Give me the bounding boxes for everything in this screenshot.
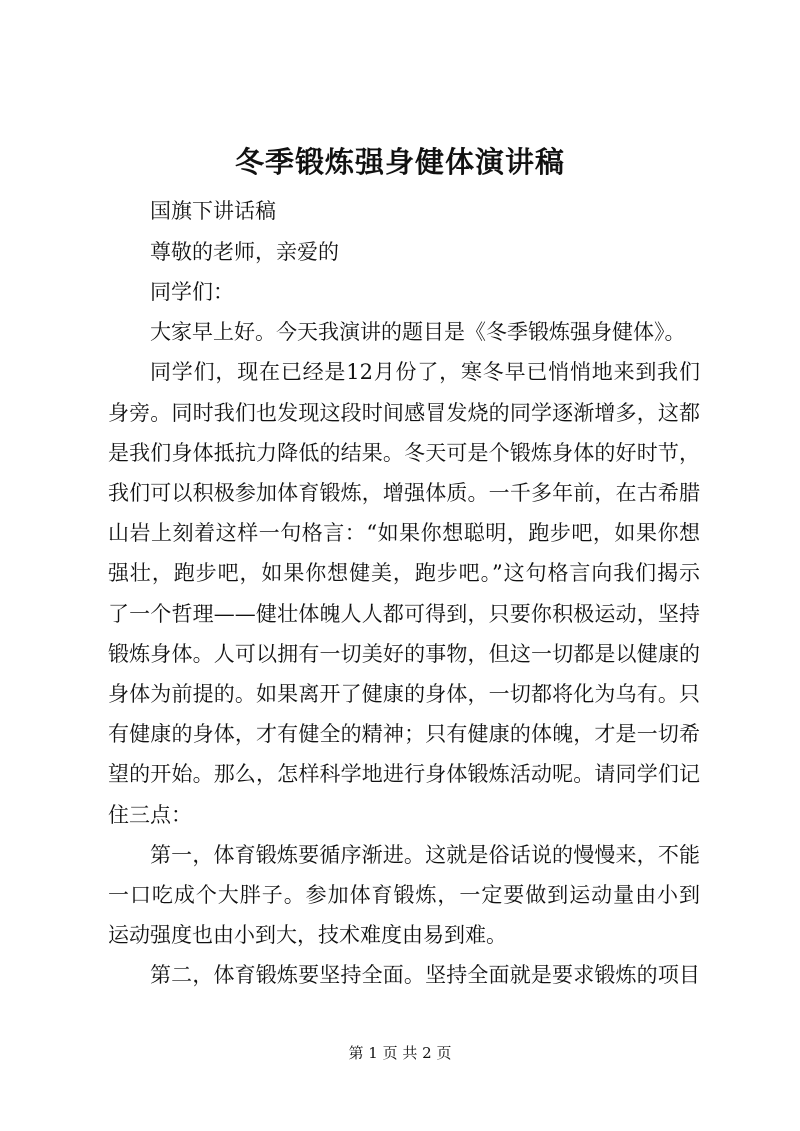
text-line-speech-type: 国旗下讲话稿 <box>150 199 276 223</box>
text-line: 有健康的身体，才有健全的精神；只有健康的体魄，才是一切希 <box>108 722 700 746</box>
text-line: 住三点： <box>108 803 192 827</box>
text-line: 了一个哲理——健壮体魄人人都可得到，只要你积极运动，坚持 <box>108 602 700 626</box>
text-line: 一口吃成个大胖子。参加体育锻炼，一定要做到运动量由小到 <box>108 883 700 907</box>
text-line: 是我们身体抵抗力降低的结果。冬天可是个锻炼身体的好时节， <box>108 441 700 465</box>
text-line-greeting: 大家早上好。今天我演讲的题目是《冬季锻炼强身健体》。 <box>150 320 686 344</box>
text-line: 望的开始。那么，怎样科学地进行身体锻炼活动呢。请同学们记 <box>108 762 700 786</box>
text-line: 第一，体育锻炼要循序渐进。这就是俗话说的慢慢来，不能 <box>150 843 700 867</box>
text-line: 身体为前提的。如果离开了健康的身体，一切都将化为乌有。只 <box>108 682 700 706</box>
text-line: 山岩上刻着这样一句格言：“如果你想聪明，跑步吧，如果你想 <box>108 521 700 545</box>
text-line: 身旁。同时我们也发现这段时间感冒发烧的同学逐渐增多，这都 <box>108 401 700 425</box>
page-number-footer: 第 1 页 共 2 页 <box>348 1044 452 1062</box>
text-line: 运动强度也由小到大，技术难度由易到难。 <box>108 923 507 947</box>
text-line: 我们可以积极参加体育锻炼，增强体质。一千多年前，在古希腊 <box>108 481 700 505</box>
text-line: 锻炼身体。人可以拥有一切美好的事物，但这一切都是以健康的 <box>108 642 700 666</box>
text-line-salutation-cont: 同学们： <box>150 280 234 304</box>
document-title: 冬季锻炼强身健体演讲稿 <box>234 145 565 179</box>
text-line: 第二，体育锻炼要坚持全面。坚持全面就是要求锻炼的项目 <box>150 963 700 987</box>
text-line-salutation: 尊敬的老师，亲爱的 <box>150 240 339 264</box>
text-line: 强壮，跑步吧，如果你想健美，跑步吧。”这句格言向我们揭示 <box>108 561 700 585</box>
text-line: 同学们，现在已经是12月份了，寒冬早已悄悄地来到我们 <box>150 360 700 384</box>
